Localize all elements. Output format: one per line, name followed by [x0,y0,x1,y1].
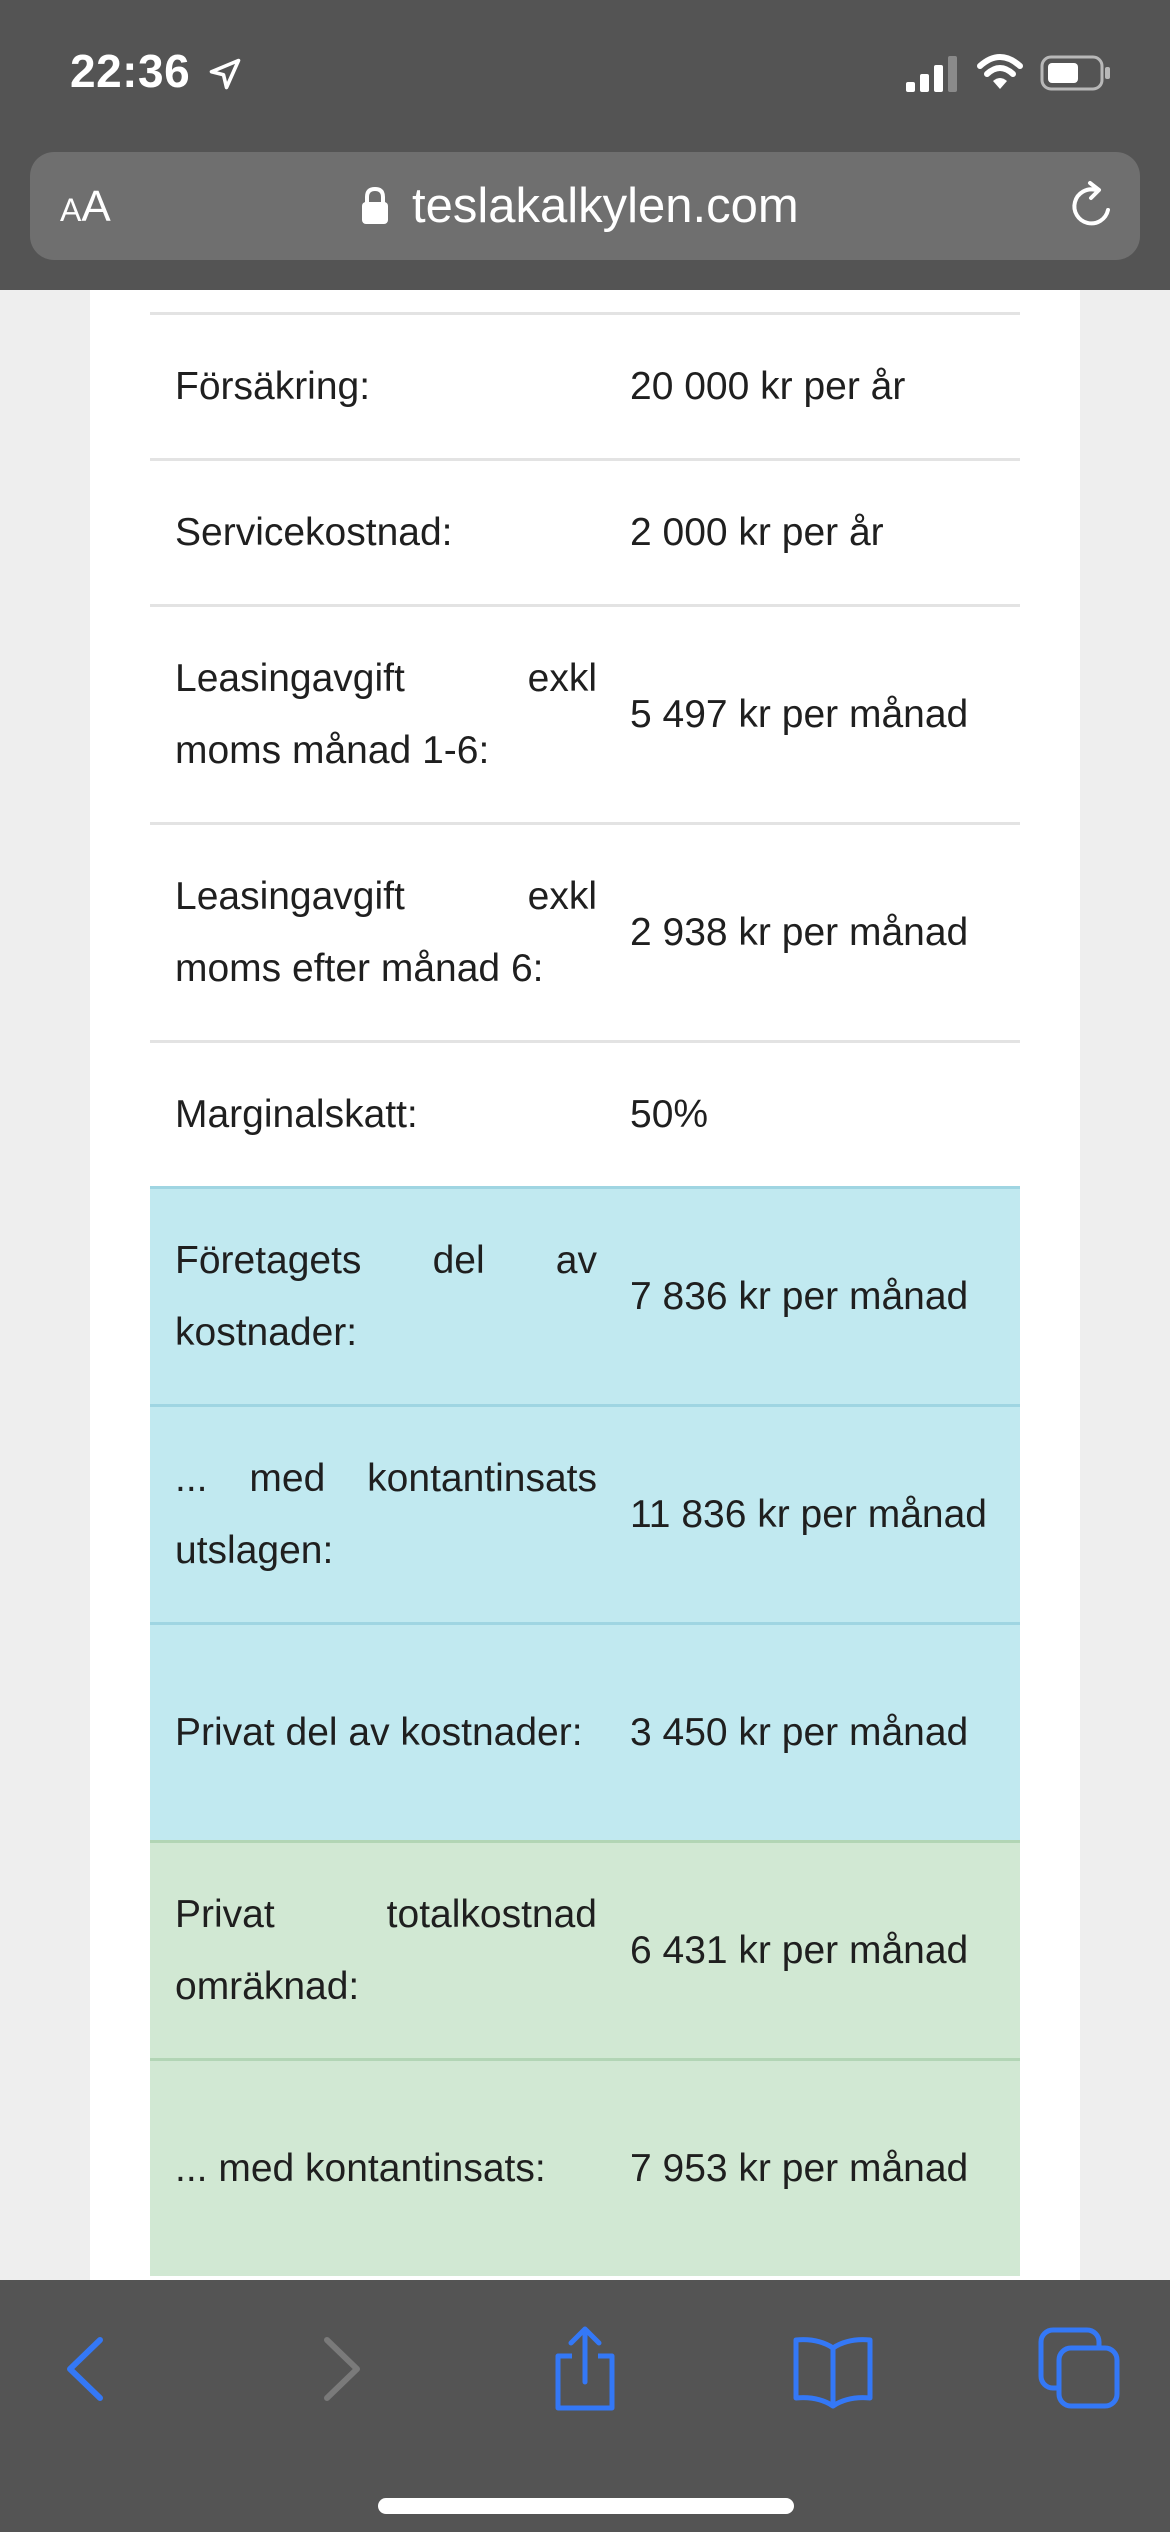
table-row [150,604,1020,822]
row-label: Marginalskatt: [175,1092,418,1136]
cellular-signal-icon [906,56,958,92]
row-value: 7 836 kr per månad [630,1274,969,1318]
home-indicator[interactable] [378,2498,794,2514]
table-row [150,458,1020,604]
lock-icon [360,186,390,226]
row-value: 7 953 kr per månad [630,2146,969,2190]
row-value: 6 431 kr per månad [630,1928,969,1972]
browser-bottom-toolbar [0,2280,1170,2532]
status-bar [0,0,1170,140]
table-row [150,1186,1020,1404]
row-value: 3 450 kr per månad [630,1710,969,1754]
row-value: 20 000 kr per år [630,364,906,408]
reload-icon[interactable] [1066,180,1118,232]
row-label: Servicekostnad: [175,510,453,554]
row-label: Försäkring: [175,364,371,408]
chevron-right-icon[interactable] [295,2324,385,2414]
location-arrow-icon [207,56,243,92]
battery-icon [1040,54,1112,92]
share-icon[interactable] [540,2324,630,2414]
chevron-left-icon[interactable] [42,2324,132,2414]
table-row [150,822,1020,1040]
reader-label-large: A [81,182,111,231]
reader-view-button[interactable] [60,182,111,235]
table-row [150,1622,1020,1840]
row-value: 11 836 kr per månad [630,1492,987,1536]
results-table [150,312,1020,2276]
row-label: ... med kontantinsats: [175,2146,546,2190]
status-time: 22:36 [70,45,191,97]
row-label: Företagets del av kostnader: [175,1238,597,1354]
table-row [150,1040,1020,1186]
table-row [150,2058,1020,2276]
row-value: 5 497 kr per månad [630,692,969,736]
row-label: Privat del av kostnader: [175,1710,583,1754]
table-row [150,312,1020,458]
table-row [150,1840,1020,2058]
address-bar[interactable] [30,152,1140,260]
row-label: ... med kontantinsats utslagen: [175,1456,597,1572]
browser-top-chrome [0,0,1170,290]
table-row [150,1404,1020,1622]
row-value: 50% [630,1092,709,1136]
url-text[interactable]: teslakalkylen.com [412,179,799,233]
row-label: Leasingavgift exkl moms efter månad 6: [175,874,597,990]
wifi-icon [976,52,1024,92]
book-icon[interactable] [788,2324,878,2414]
row-label: Leasingavgift exkl moms månad 1-6: [175,656,597,772]
tabs-icon[interactable] [1035,2324,1125,2414]
row-label: Privat totalkostnad omräknad: [175,1892,597,2008]
reader-label-small: A [60,192,82,228]
row-value: 2 938 kr per månad [630,910,969,954]
row-value: 2 000 kr per år [630,510,884,554]
